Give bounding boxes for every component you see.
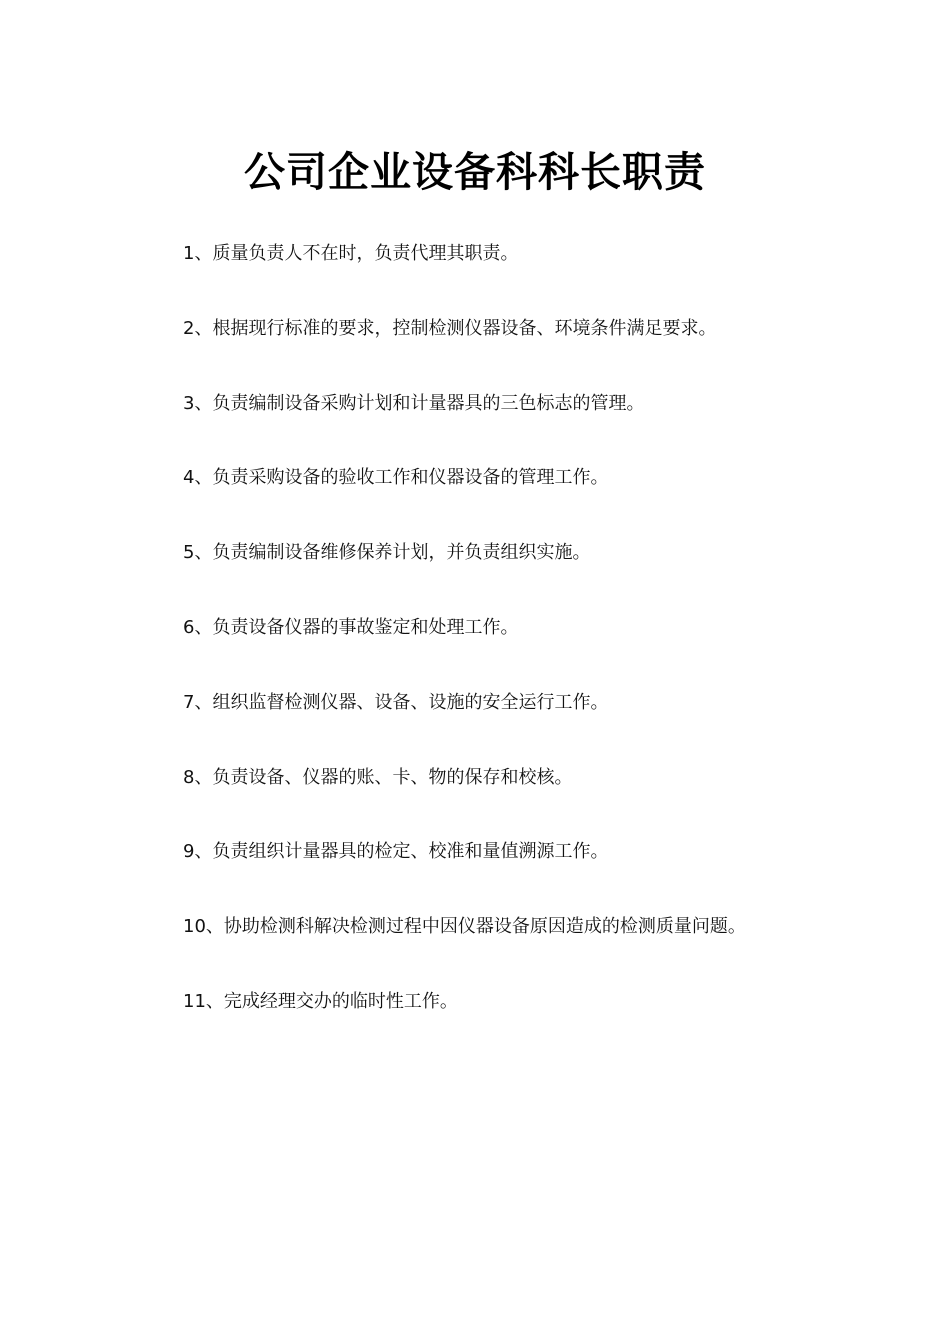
duty-item-7: 7、组织监督检测仪器、设备、设施的安全运行工作。	[183, 691, 609, 713]
duty-item-6: 6、负责设备仪器的事故鉴定和处理工作。	[183, 616, 519, 638]
document-title: 公司企业设备科科长职责	[244, 148, 706, 196]
duty-item-4: 4、负责采购设备的验收工作和仪器设备的管理工作。	[183, 467, 609, 489]
duty-item-1: 1、质量负责人不在时，负责代理其职责。	[183, 243, 519, 264]
duty-item-3: 3、负责编制设备采购计划和计量器具的三色标志的管理。	[183, 392, 645, 414]
duty-item-8: 8、负责设备、仪器的账、卡、物的保存和校核。	[183, 766, 573, 788]
duty-item-11: 11、完成经理交办的临时性工作。	[183, 990, 458, 1012]
duty-item-2: 2、根据现行标准的要求，控制检测仪器设备、环境条件满足要求。	[183, 317, 717, 339]
duty-list	[183, 238, 923, 1061]
duty-item-5: 5、负责编制设备维修保养计划，并负责组织实施。	[183, 542, 591, 564]
duty-item-9: 9、负责组织计量器具的检定、校准和量值溯源工作。	[183, 841, 609, 863]
duty-item-10: 10、协助检测科解决检测过程中因仪器设备原因造成的检测质量问题。	[183, 916, 746, 938]
